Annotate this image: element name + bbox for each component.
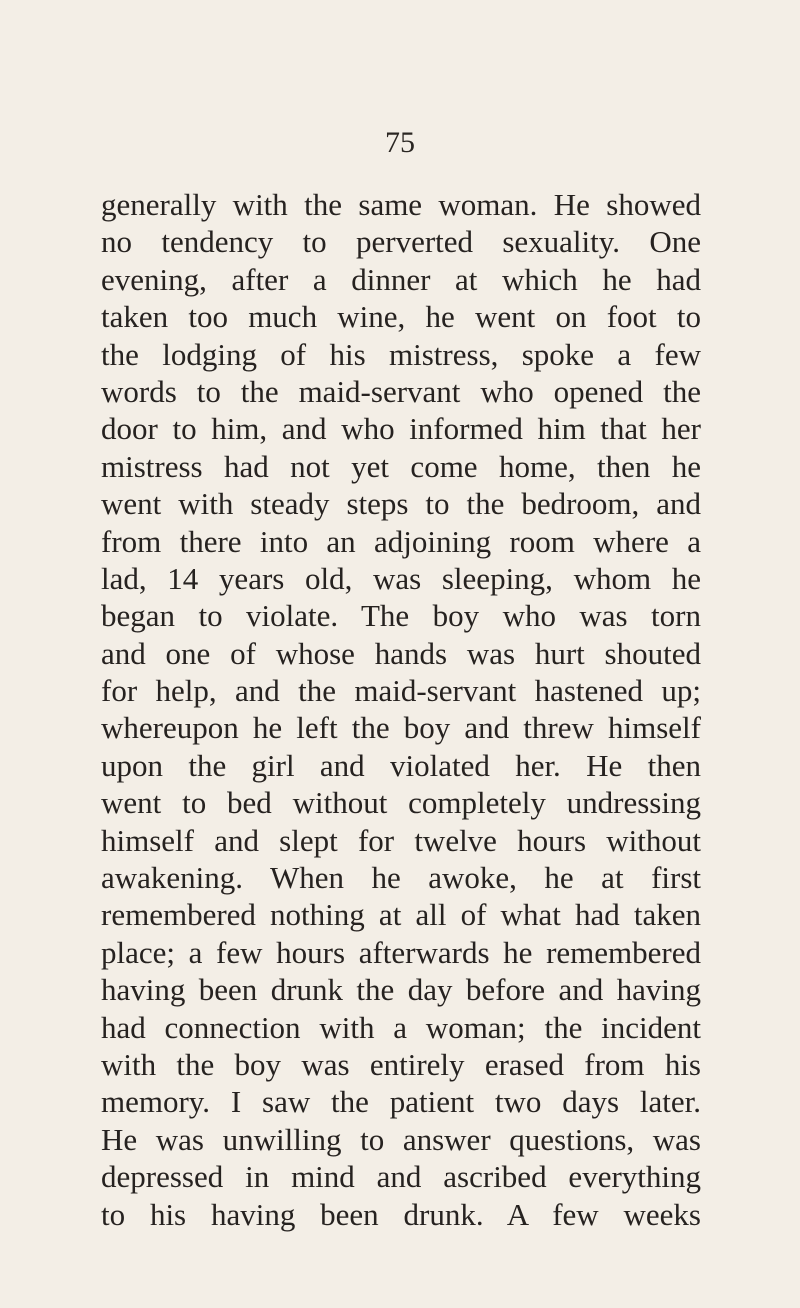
text-line: whereupon he left the boy and threw himself bbox=[101, 710, 701, 746]
text-line: no tendency to perverted sexuality. One bbox=[101, 224, 701, 260]
text-line: depressed in mind and ascribed everything bbox=[101, 1159, 701, 1195]
text-line: memory. I saw the patient two days later. bbox=[101, 1084, 701, 1120]
text-line: evening, after a dinner at which he had bbox=[101, 261, 701, 297]
text-line: and one of whose hands was hurt shouted bbox=[101, 635, 701, 671]
page-number: 75 bbox=[385, 126, 415, 159]
text-line: having been drunk the day before and having bbox=[101, 972, 701, 1008]
text-line: remembered nothing at all of what had taken bbox=[101, 897, 701, 933]
text-line: from there into an adjoining room where a bbox=[101, 523, 701, 559]
text-line: with the boy was entirely erased from his bbox=[101, 1046, 701, 1082]
body-text bbox=[101, 186, 701, 1233]
text-line: upon the girl and violated her. He then bbox=[101, 747, 701, 783]
text-line: words to the maid-servant who opened the bbox=[101, 373, 701, 409]
text-line: place; a few hours afterwards he remembered bbox=[101, 934, 701, 970]
text-line: began to violate. The boy who was torn bbox=[101, 598, 701, 634]
text-line: generally with the same woman. He showed bbox=[101, 187, 701, 222]
text-line: had connection with a woman; the incident bbox=[101, 1009, 701, 1045]
text-line: for help, and the maid-servant hastened up; bbox=[101, 673, 701, 709]
text-line: himself and slept for twelve hours without bbox=[101, 822, 701, 858]
text-line: door to him, and who informed him that her bbox=[101, 411, 701, 447]
text-line: the lodging of his mistress, spoke a few bbox=[101, 336, 701, 372]
text-line: mistress had not yet come home, then he bbox=[101, 448, 701, 484]
text-line: awakening. When he awoke, he at first bbox=[101, 860, 701, 896]
text-line: lad, 14 years old, was sleeping, whom he bbox=[101, 560, 701, 596]
text-line: to his having been drunk. A few weeks bbox=[101, 1196, 701, 1232]
text-line: went to bed without completely undressing bbox=[101, 785, 701, 821]
text-line: He was unwilling to answer questions, was bbox=[101, 1121, 701, 1157]
text-line: went with steady steps to the bedroom, and bbox=[101, 486, 701, 522]
text-line: taken too much wine, he went on foot to bbox=[101, 299, 701, 335]
